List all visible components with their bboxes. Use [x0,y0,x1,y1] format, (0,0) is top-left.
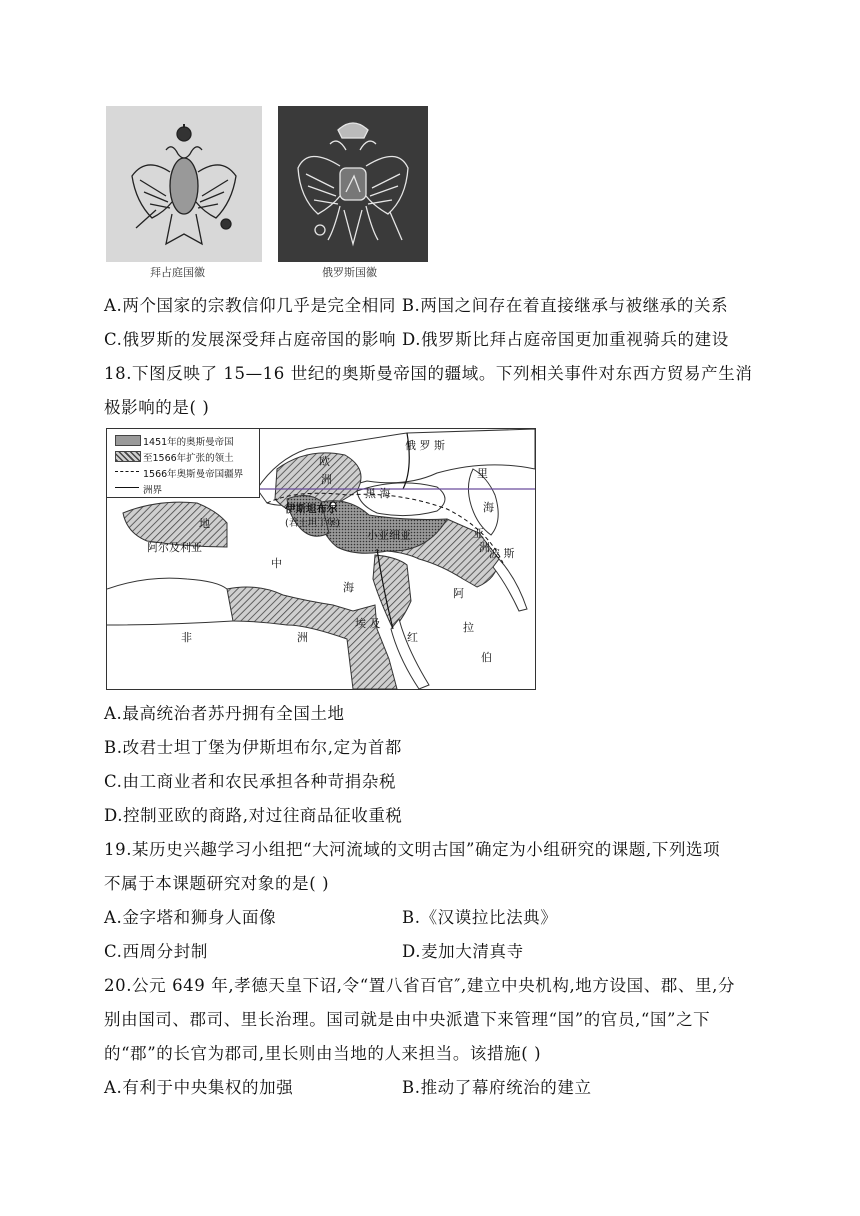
q19-options-row-1 [104,906,558,930]
legend-item-border: 1566年奥斯曼帝国疆界 [143,469,244,480]
q20-stem-line1: 20.公元 649 年,孝德天皇下诏,令“置八省百官″,建立中央机构,地方设国、郡、里,分 [104,976,736,995]
map-label-black-sea: 黑 海 [365,487,391,500]
q18-stem-line2: 极影响的是( ) [104,398,210,417]
q19-option-b[interactable]: B.《汉谟拉比法典》 [402,908,558,927]
q19-options-row-2 [104,940,524,964]
q19-option-d[interactable]: D.麦加大清真寺 [402,942,524,961]
map-label-caspian-hai: 海 [483,501,494,514]
map-label-med-di: 地 [199,517,210,530]
map-label-africa: 非 [181,631,192,644]
map-label-caspian-li: 里 [477,467,488,480]
map-label-arabia-bo: 伯 [481,651,492,664]
q17-option-d[interactable]: D.俄罗斯比拜占庭帝国更加重视骑兵的建设 [401,330,729,349]
legend-item-continent: 洲界 [143,485,163,496]
q17-options-row-2 [104,328,729,352]
q20-option-a[interactable]: A.有利于中央集权的加强 [104,1078,294,1097]
q20-stem-line2: 别由国司、郡司、里长治理。国司就是由中央派遣下来管理“国”的官员,“国”之下 [104,1010,711,1029]
map-label-arabia-a: 阿 [453,587,464,600]
q20-options-row-1 [104,1076,592,1100]
q20-stem-line3: 的“郡”的长官为郡司,里长则由当地的人来担当。该措施( ) [104,1044,542,1063]
q19-stem-line2: 不属于本课题研究对象的是( ) [104,874,330,893]
map-label-europe-zhou: 洲 [321,473,332,486]
q19-option-c[interactable]: C.西周分封制 [104,942,208,961]
legend-item-1451: 1451年的奥斯曼帝国 [143,437,234,448]
map-label-europe: 欧 [319,455,330,468]
q17-option-b[interactable]: B.两国之间存在着直接继承与被继承的关系 [401,296,729,315]
map-label-asia-minor: 小亚细亚 [367,529,411,542]
q17-options-row-1 [104,294,728,318]
legend-swatch-border [115,471,139,472]
legend-swatch-1566-expansion [115,451,141,462]
byzantine-emblem-image [106,106,262,262]
map-label-med-zhong: 中 [271,557,282,570]
map-legend [107,429,260,498]
russian-emblem-image [278,106,428,262]
map-label-egypt: 埃 及 [355,617,381,630]
q17-option-a[interactable]: A.两个国家的宗教信仰几乎是完全相同 [104,296,396,315]
map-label-africa-zhou: 洲 [297,631,308,644]
q17-option-c[interactable]: C.俄罗斯的发展深受拜占庭帝国的影响 [104,330,397,349]
map-label-med-hai: 海 [343,581,354,594]
map-label-asia-zhou: 洲 [479,541,490,554]
byzantine-emblem-caption: 拜占庭国徽 [150,266,205,279]
map-label-constantinople: (君士坦丁堡) [285,518,340,529]
legend-swatch-continent [115,487,139,488]
ottoman-empire-map [106,428,536,690]
map-label-arabia-la: 拉 [463,621,474,634]
q19-option-a[interactable]: A.金字塔和狮身人面像 [104,908,277,927]
russian-emblem-caption: 俄罗斯国徽 [322,266,377,279]
q18-option-a[interactable]: A.最高统治者苏丹拥有全国土地 [104,704,345,723]
q19-stem-line1: 19.某历史兴趣学习小组把“大河流域的文明古国”确定为小组研究的课题,下列选项 [104,840,721,859]
map-label-istanbul: 伊斯坦布尔 [285,503,338,515]
map-label-persia: 波 斯 [489,547,515,560]
q18-option-c[interactable]: C.由工商业者和农民承担各种苛捐杂税 [104,772,397,791]
map-label-asia: 亚 [473,527,484,540]
q18-stem-line1: 18.下图反映了 15—16 世纪的奥斯曼帝国的疆域。下列相关事件对东西方贸易产生消 [104,364,753,383]
legend-item-1566-expansion: 至1566年扩张的领土 [143,453,234,464]
q20-option-b[interactable]: B.推动了幕府统治的建立 [402,1078,592,1097]
map-label-algeria: 阿尔及利亚 [147,541,202,554]
legend-swatch-1451 [115,435,141,446]
q18-option-d[interactable]: D.控制亚欧的商路,对过往商品征收重税 [104,806,403,825]
map-label-russia: 俄 罗 斯 [405,439,445,452]
map-label-red-sea: 红 [407,631,418,644]
q18-option-b[interactable]: B.改君士坦丁堡为伊斯坦布尔,定为首都 [104,738,403,757]
